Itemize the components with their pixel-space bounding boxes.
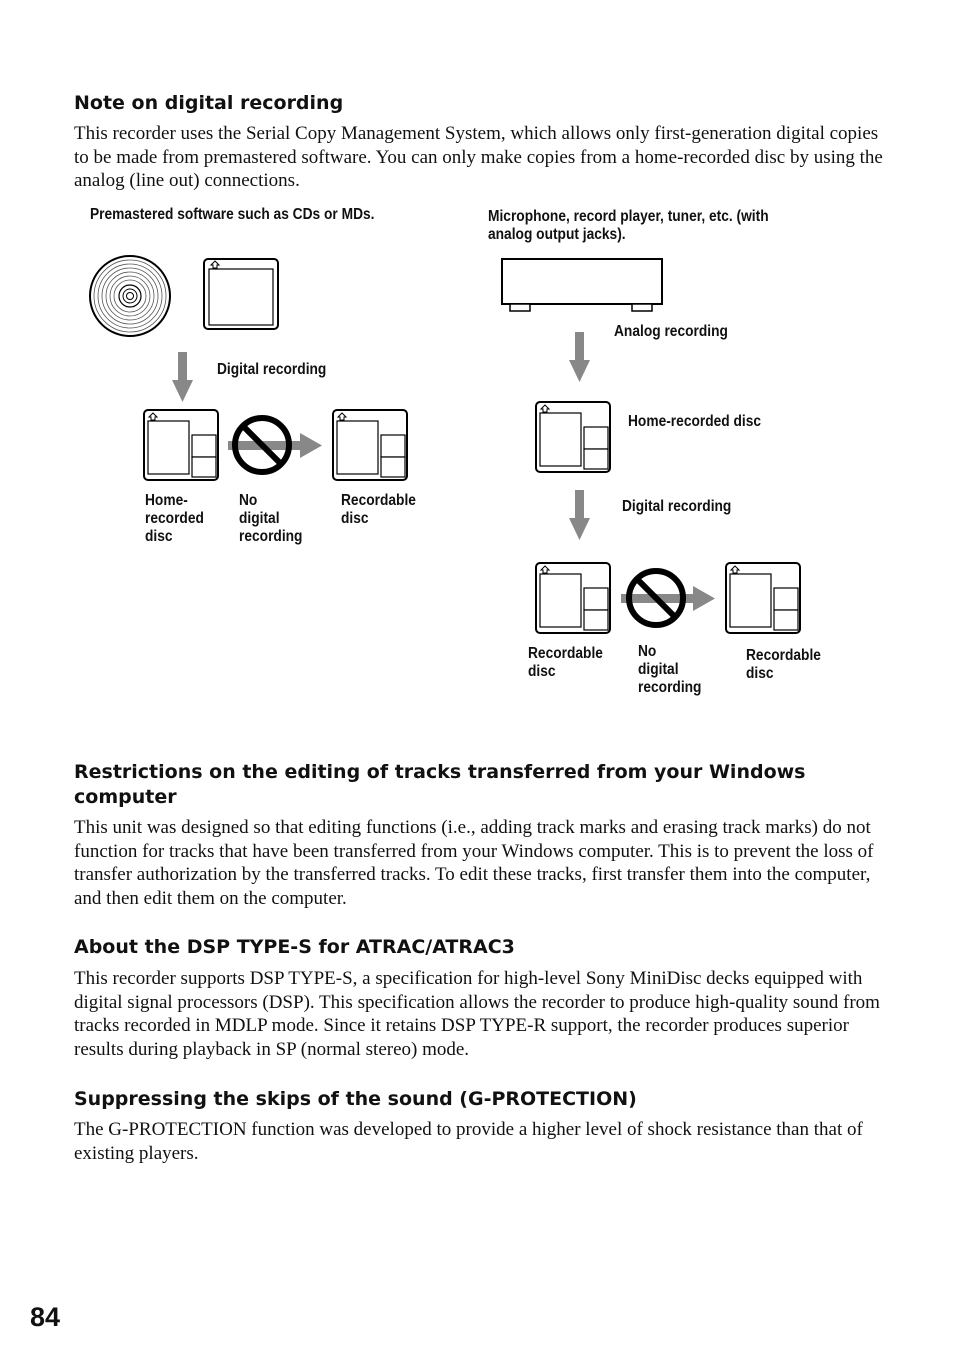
audio-device-icon — [502, 259, 662, 311]
digital-recording-label: Digital recording — [217, 361, 327, 378]
no-digital-recording-label: No digital recording — [239, 492, 303, 545]
section-body-editing-restrictions: This unit was designed so that editing functions (i.e., adding track marks and erasing track marks) do not function for tracks that have been transferred from your Windows computer. This is to prevent the loss of transfer authorization by the transferred tracks. To edit these tracks, first transfer them into the computer, and then edit them on the computer. — [74, 817, 874, 909]
section-heading-editing-restrictions: Restrictions on the editing of tracks transferred from your Windows computer — [74, 761, 806, 808]
digital-recording-label: Digital recording — [622, 498, 732, 515]
section-heading-dsp-type-s: About the DSP TYPE-S for ATRAC/ATRAC3 — [74, 936, 515, 958]
home-recorded-disc-label: Home- recorded disc — [145, 492, 204, 545]
section-heading-g-protection: Suppressing the skips of the sound (G-PROTECTION) — [74, 1088, 637, 1110]
minidisc-icon — [536, 563, 610, 633]
minidisc-icon — [144, 410, 218, 480]
section-body-digital-recording: This recorder uses the Serial Copy Management System, which allows only first-generation digital copies to be made from premastered software. You can only make copies from a home-recorded disc by using the analog (line out) connections. — [74, 123, 883, 191]
section-body-dsp-type-s: This recorder supports DSP TYPE-S, a specification for high-level Sony MiniDisc decks equipped with digital signal processors (DSP). This specification allows the recorder to produce high-quality sound from tracks recorded in MDLP mode. Since it retains DSP TYPE-R support, the recorder produces superior results during playback in SP (normal stereo) mode. — [74, 968, 880, 1060]
cd-icon — [90, 256, 170, 336]
analog-recording-label: Analog recording — [614, 323, 728, 340]
home-recorded-disc-label: Home-recorded disc — [628, 413, 762, 430]
recordable-disc-label: Recordable disc — [746, 647, 821, 682]
recordable-disc-label: Recordable disc — [341, 492, 416, 527]
arrow-down-icon — [172, 352, 193, 402]
minidisc-icon — [536, 402, 610, 472]
minidisc-icon — [726, 563, 800, 633]
section-body-g-protection: The G-PROTECTION function was developed to provide a higher level of shock resistance than that of existing players. — [74, 1119, 863, 1164]
left-diagram-title: Premastered software such as CDs or MDs. — [90, 206, 375, 223]
right-diagram-title: Microphone, record player, tuner, etc. (with analog output jacks). — [488, 208, 769, 243]
arrow-down-icon — [569, 490, 590, 540]
minidisc-icon — [333, 410, 407, 480]
no-digital-recording-label: No digital recording — [638, 643, 702, 696]
arrow-down-icon — [569, 332, 590, 382]
recordable-disc-label: Recordable disc — [528, 645, 603, 680]
section-heading-digital-recording: Note on digital recording — [74, 92, 344, 114]
premastered-md-icon — [204, 259, 278, 329]
page-number: 84 — [30, 1302, 61, 1332]
